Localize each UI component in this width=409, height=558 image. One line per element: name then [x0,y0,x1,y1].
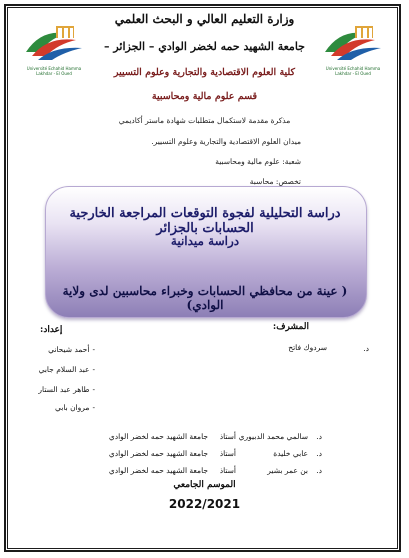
committee-university: جامعة الشهيد حمه لخضر الوادي [108,432,208,441]
thesis-title-line2: دراسة ميدانية [170,234,240,248]
student-name: -عبد السلام جابي [38,365,95,374]
committee-name: سالمي محمد الدبيوري [238,432,308,441]
specialty-line: تخصص: محاسبة [249,177,301,186]
thesis-title-line3: ( عينة من محافظي الحسابات وخبراء محاسبين لدى ولاية الوادي) [62,284,348,312]
prepared-by-label: إعداد: [40,325,63,335]
committee-university: جامعة الشهيد حمه لخضر الوادي [108,466,208,475]
field-line: ميدان العلوم الاقتصادية والتجارية وعلوم التسيير. [151,137,301,146]
ministry-heading: وزارة التعليم العالي و البحث العلمي [114,12,295,26]
committee-prefix: د. [316,432,322,441]
committee-row [82,449,322,463]
student-name: -أحمد شيحاني [48,345,95,354]
committee-university: جامعة الشهيد حمه لخضر الوادي [108,449,208,458]
academic-year: 2022/2021 [168,497,241,511]
committee-title: أستاذ [219,449,236,458]
committee-title: أستاذ [219,432,236,441]
committee-name: بن عمر بشير [267,466,308,475]
supervisor-name: سردوك فاتح [288,343,327,352]
memo-statement: مذكرة مقدمة لاستكمال متطلبات شهادة ماستر أكاديمي [118,116,291,125]
committee-prefix: د. [316,466,322,475]
faculty-heading: كلية العلوم الاقتصادية والتجارية وعلوم التسيير [113,67,296,78]
department-heading: قسم علوم مالية ومحاسبية [151,91,258,102]
branch-line: شعبة: علوم مالية ومحاسبية [215,157,301,166]
thesis-title-line1: دراسة التحليلية لفجوة التوقعات المراجعة الخارجية الحسابات بالجزائر [69,206,341,236]
student-name: -مروان بابي [54,403,95,412]
committee-prefix: د. [316,449,322,458]
supervisor-prefix: د. [363,344,369,353]
supervisor-label: المشرف: [272,322,309,332]
logo-caption-right: Université Echahid Hamma Lakhdar - El Oued [325,66,381,76]
committee-title: أستاذ [219,466,236,475]
student-name: -طاهر عبد الستار [38,385,95,394]
committee-row [82,466,322,480]
logo-caption-left: Université Echahid Hamma Lakhdar - El Oued [26,66,82,76]
academic-season-label: الموسم الجامعي [173,480,236,490]
committee-name: عابي خليدة [273,449,308,458]
university-heading: جامعة الشهيد حمه لخضر الوادي – الجزائر – [104,40,305,53]
committee-row [82,432,322,446]
